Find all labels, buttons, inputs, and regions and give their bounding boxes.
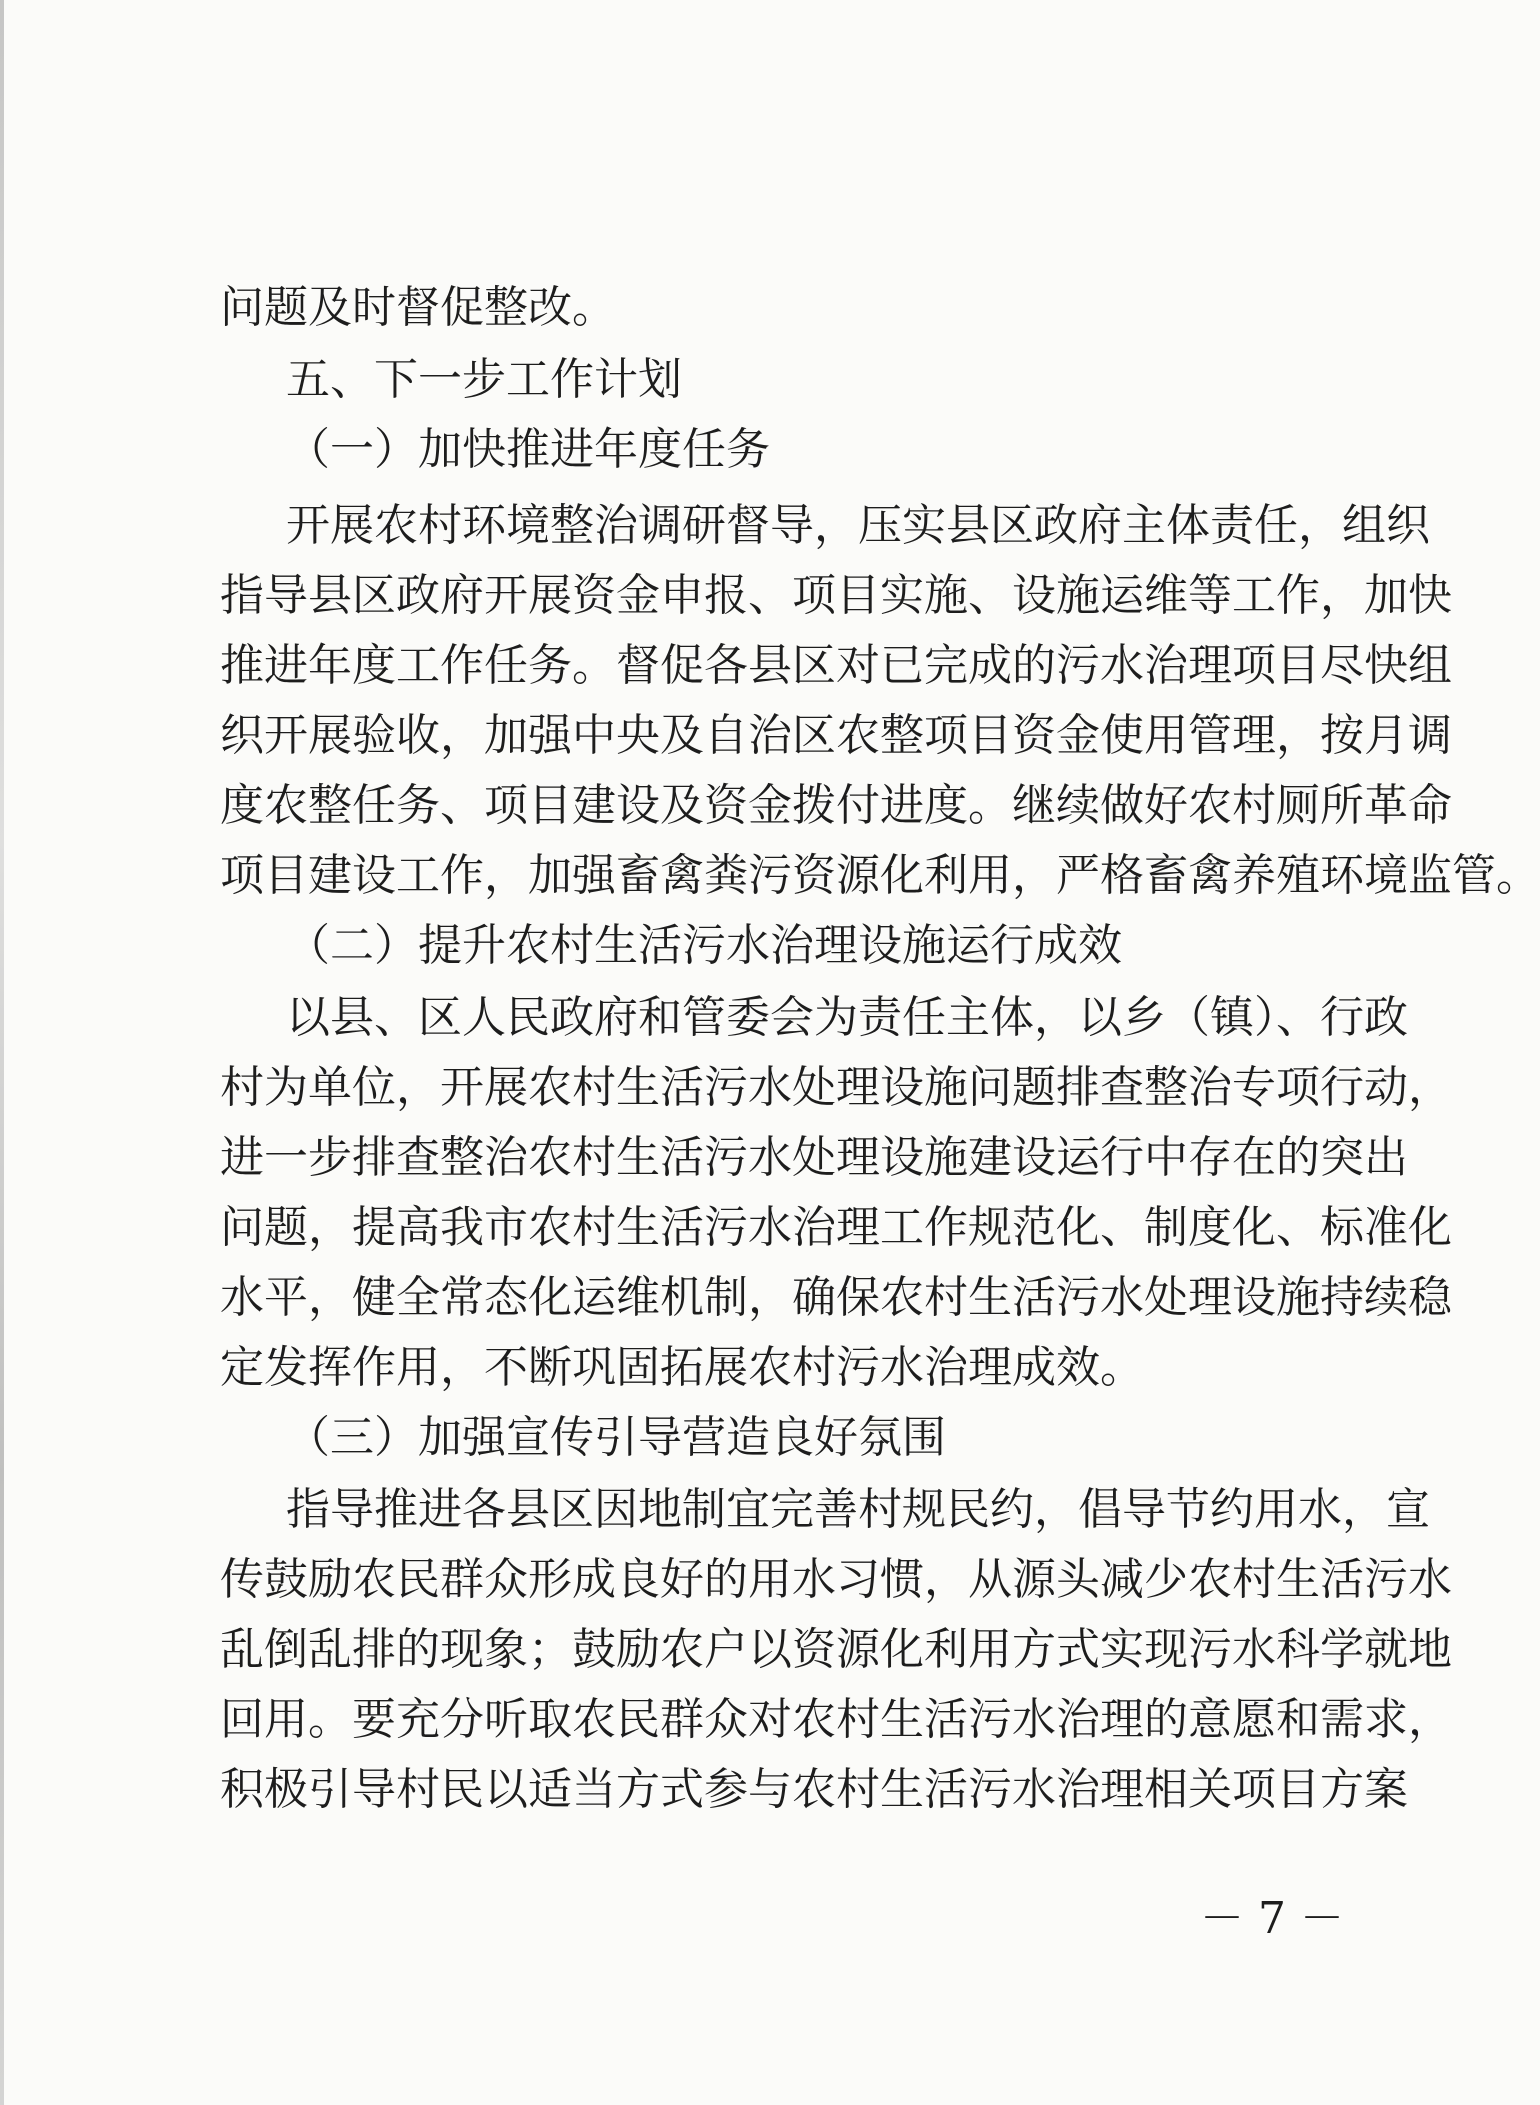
paragraph-line: 村为单位，开展农村生活污水处理设施问题排查整治专项行动，: [220, 1062, 1452, 1113]
paragraph-line: 进一步排查整治农村生活污水处理设施建设运行中存在的突出: [220, 1132, 1408, 1183]
paragraph-line: 水平，健全常态化运维机制，确保农村生活污水处理设施持续稳: [220, 1272, 1452, 1323]
section-heading: 五、下一步工作计划: [286, 354, 682, 405]
subsection-heading: （三）加强宣传引导营造良好氛围: [286, 1412, 946, 1463]
paragraph-line: 积极引导村民以适当方式参与农村生活污水治理相关项目方案: [220, 1764, 1408, 1815]
page-number: － 7 －: [1200, 1893, 1344, 1944]
paragraph-line: 度农整任务、项目建设及资金拨付进度。继续做好农村厕所革命: [220, 780, 1452, 831]
binding-edge: [0, 0, 4, 2105]
paragraph-line: 问题及时督促整改。: [220, 282, 616, 333]
paragraph-line: 开展农村环境整治调研督导，压实县区政府主体责任，组织: [286, 500, 1430, 551]
paragraph-line: 以县、区人民政府和管委会为责任主体，以乡（镇）、行政: [286, 992, 1408, 1043]
paragraph-line: 问题，提高我市农村生活污水治理工作规范化、制度化、标准化: [220, 1202, 1452, 1253]
paragraph-line: 回用。要充分听取农民群众对农村生活污水治理的意愿和需求，: [220, 1694, 1452, 1745]
paragraph-line: 指导推进各县区因地制宜完善村规民约，倡导节约用水，宣: [286, 1484, 1430, 1535]
subsection-heading: （二）提升农村生活污水治理设施运行成效: [286, 920, 1122, 971]
paragraph-line: 传鼓励农民群众形成良好的用水习惯，从源头减少农村生活污水: [220, 1554, 1452, 1605]
paragraph-line: 项目建设工作，加强畜禽粪污资源化利用，严格畜禽养殖环境监管。: [220, 850, 1540, 901]
paragraph-line: 指导县区政府开展资金申报、项目实施、设施运维等工作，加快: [220, 570, 1452, 621]
paragraph-line: 乱倒乱排的现象；鼓励农户以资源化利用方式实现污水科学就地: [220, 1624, 1452, 1675]
paragraph-line: 织开展验收，加强中央及自治区农整项目资金使用管理，按月调: [220, 710, 1452, 761]
subsection-heading: （一）加快推进年度任务: [286, 424, 770, 475]
paragraph-line: 定发挥作用，不断巩固拓展农村污水治理成效。: [220, 1342, 1144, 1393]
paragraph-line: 推进年度工作任务。督促各县区对已完成的污水治理项目尽快组: [220, 640, 1452, 691]
